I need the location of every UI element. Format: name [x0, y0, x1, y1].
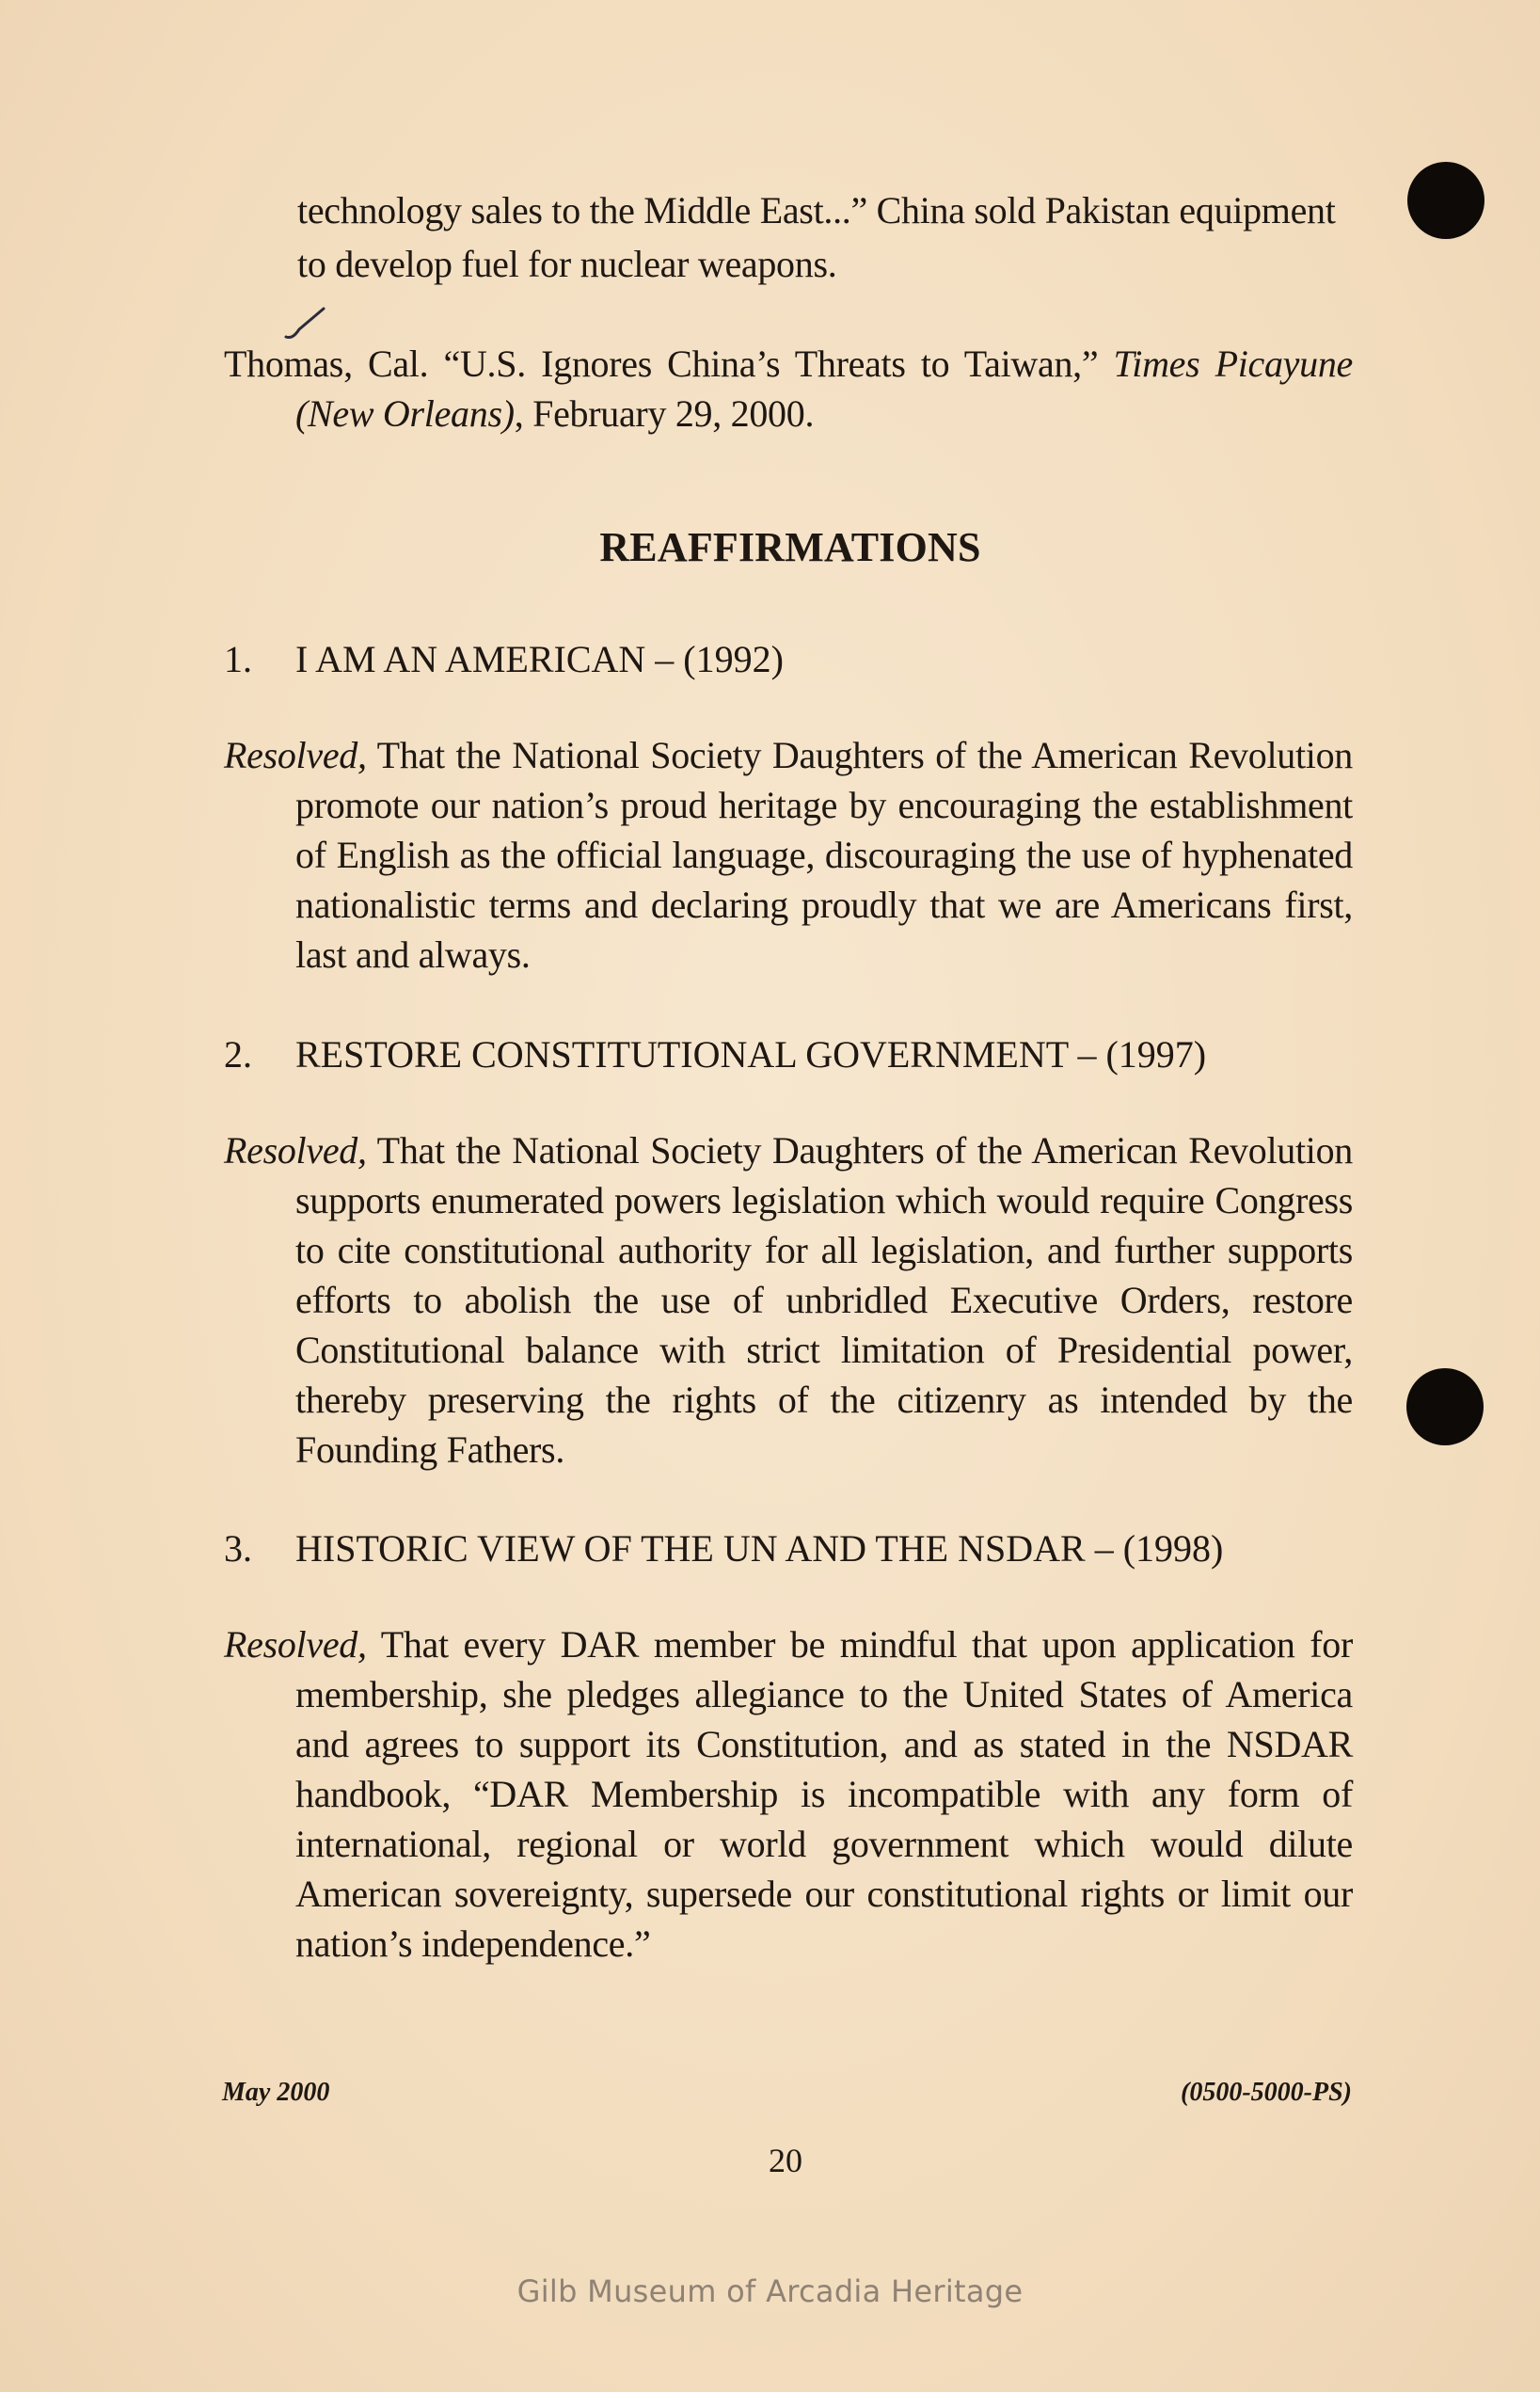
watermark: Gilb Museum of Arcadia Heritage — [516, 2273, 1024, 2309]
punch-hole — [1407, 162, 1484, 239]
resolved-label: Resolved, — [224, 1129, 367, 1172]
reaffirmation-title — [224, 1029, 1206, 1079]
item-number: 3. — [224, 1527, 252, 1570]
section-heading: REAFFIRMATIONS — [599, 524, 981, 570]
footer-date: May 2000 — [222, 2078, 330, 2107]
footer-code: (0500-5000-PS) — [1181, 2078, 1352, 2107]
citation-author-title: Thomas, Cal. “U.S. Ignores China’s Threats to Taiwan,” — [224, 343, 1114, 385]
citation-publication: Times Picayune — [1113, 343, 1353, 385]
resolution-text — [224, 1619, 1353, 1969]
resolved-label: Resolved, — [224, 734, 367, 776]
item-number: 1. — [224, 638, 252, 680]
resolved-label: Resolved, — [224, 1623, 367, 1666]
top-text-line: to develop fuel for nuclear weapons. — [297, 243, 837, 285]
resolution-text — [224, 730, 1353, 980]
resolution-body: That every DAR member be mindful that upon application for membership, she pledges allegiance to the United States of America and agrees to support its Constitution, and as stated in the NSDAR handbook, “DAR Membership is incompatible with any form of international, regional or world government which would dilute American sovereignty, supersede our constitutional rights or limit our nation’s independence.” — [295, 1623, 1353, 1965]
resolution-text — [224, 1125, 1353, 1475]
page-number: 20 — [769, 2142, 802, 2179]
handwritten-check-mark-icon — [282, 305, 327, 343]
reaffirmation-title — [224, 1523, 1223, 1573]
resolution-body: That the National Society Daughters of the American Revolution supports enumerated powers legislation which would require Congress to cite constitutional authority for all legislation, and further supports efforts to abolish the use of unbridled Executive Orders, restore Constitutional balance with strict limitation of Presidential power, thereby preserving the rights of the citizenry as intended by the Founding Fathers. — [295, 1129, 1353, 1471]
item-title-text: I AM AN AMERICAN – (1992) — [295, 638, 784, 680]
item-number: 2. — [224, 1033, 252, 1076]
citation-publication-city: (New Orleans) — [295, 392, 515, 435]
top-text-line: technology sales to the Middle East...” China sold Pakistan equipment — [297, 189, 1336, 231]
item-title-text: HISTORIC VIEW OF THE UN AND THE NSDAR – (1998) — [295, 1527, 1224, 1570]
citation-entry — [224, 339, 1353, 439]
resolution-body: That the National Society Daughters of the American Revolution promote our nation’s proud heritage by encouraging the establishment of English as the official language, discouraging the use of hyphenated nationalistic terms and declaring proudly that we are Americans first, last and always. — [295, 734, 1353, 976]
item-title-text: RESTORE CONSTITUTIONAL GOVERNMENT – (1997) — [295, 1033, 1207, 1076]
punch-hole — [1406, 1368, 1484, 1445]
citation-date: , February 29, 2000. — [514, 392, 815, 435]
reaffirmation-title — [224, 634, 784, 684]
